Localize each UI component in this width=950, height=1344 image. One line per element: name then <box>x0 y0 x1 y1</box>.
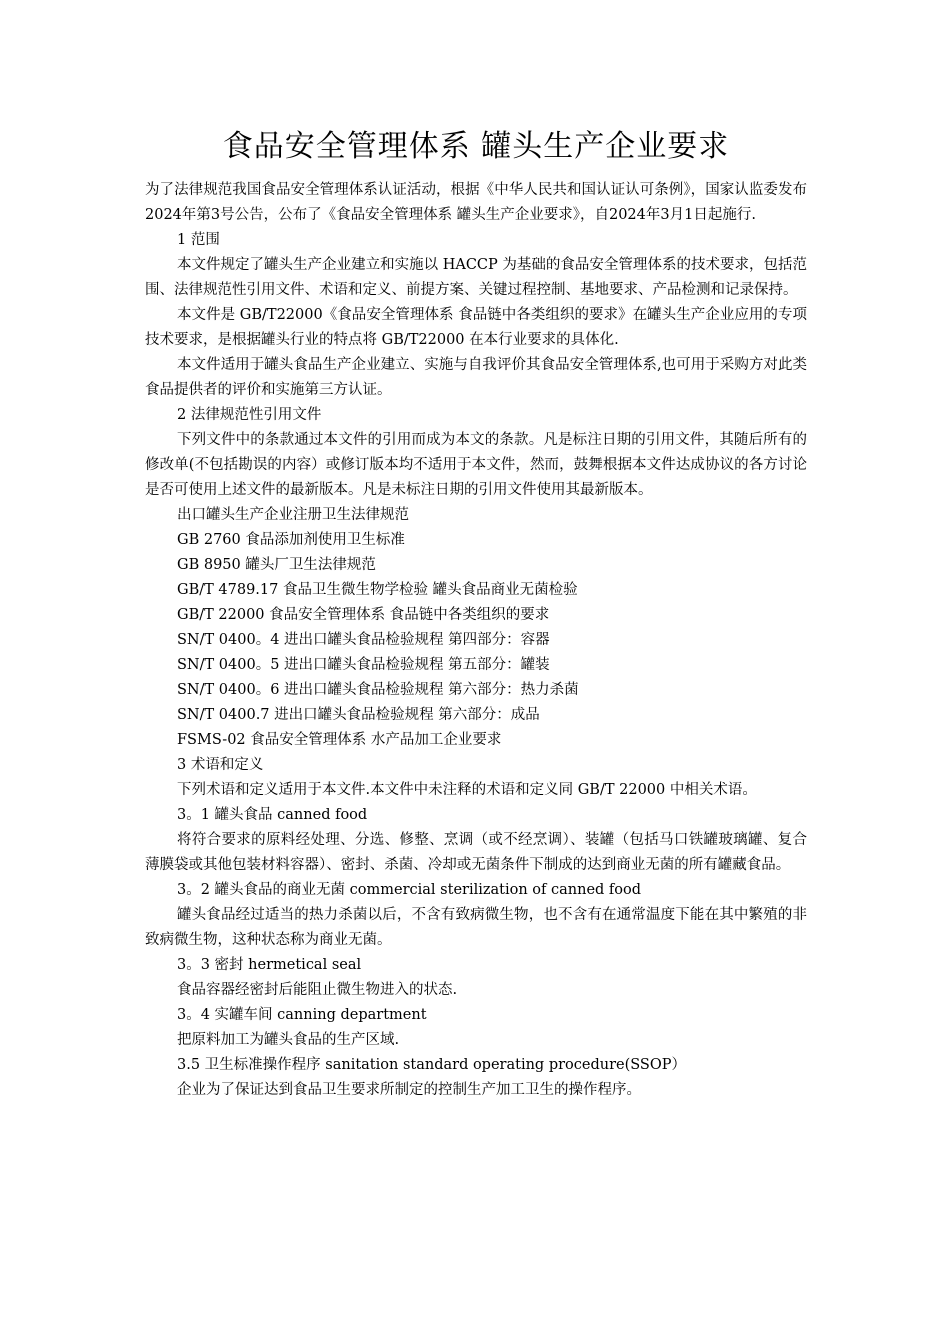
reference-item: GB/T 4789.17 食品卫生微生物学检验 罐头食品商业无菌检验 <box>177 582 578 598</box>
term-heading: 3。2 罐头食品的商业无菌 commercial sterilization of canned food <box>177 882 642 898</box>
section-1-paragraph-2: 本文件是 GB/T22000《食品安全管理体系 食品链中各类组织的要求》在罐头生产企业应用的专项技术要求，是根据罐头行业的特点将 GB/T22000 在本行业要求的具体化. <box>145 307 807 348</box>
document-title: 食品安全管理体系 罐头生产企业要求 <box>222 129 730 164</box>
reference-item: FSMS-02 食品安全管理体系 水产品加工企业要求 <box>177 732 502 748</box>
term-definition: 罐头食品经过适当的热力杀菌以后，不含有致病微生物，也不含有在通常温度下能在其中繁殖的非致病微生物，这种状态称为商业无菌。 <box>145 907 807 948</box>
section-3-paragraph: 下列术语和定义适用于本文件.本文件中未注释的术语和定义同 GB/T 22000 中相关术语。 <box>177 782 757 798</box>
term-heading: 3.5 卫生标准操作程序 sanitation standard operating procedure(SSOP） <box>177 1057 687 1073</box>
term-definition: 食品容器经密封后能阻止微生物进入的状态. <box>177 982 458 998</box>
intro-paragraph: 为了法律规范我国食品安全管理体系认证活动，根据《中华人民共和国认证认可条例》，国家认监委发布2024年第3号公告，公布了《食品安全管理体系 罐头生产企业要求》，自2024年3月1日起施行. <box>145 182 807 223</box>
reference-item: SN/T 0400。4 进出口罐头食品检验规程 第四部分：容器 <box>177 632 550 648</box>
reference-item: SN/T 0400。5 进出口罐头食品检验规程 第五部分：罐装 <box>177 657 550 673</box>
term-heading: 3。1 罐头食品 canned food <box>177 807 368 823</box>
section-1-paragraph-1: 本文件规定了罐头生产企业建立和实施以 HACCP 为基础的食品安全管理体系的技术要求，包括范围、法律规范性引用文件、术语和定义、前提方案、关键过程控制、基地要求、产品检测和记录保持。 <box>145 257 807 298</box>
section-2-paragraph: 下列文件中的条款通过本文件的引用而成为本文的条款。凡是标注日期的引用文件，其随后所有的修改单(不包括勘误的内容）或修订版本均不适用于本文件，然而，鼓舞根据本文件达成协议的各方讨论是否可使用上述文件的最新版本。凡是未标注日期的引用文件使用其最新版本。 <box>145 432 807 498</box>
term-heading: 3。3 密封 hermetical seal <box>177 957 362 973</box>
document-page <box>145 0 807 1103</box>
term-definition: 将符合要求的原料经处理、分选、修整、烹调（或不经烹调）、装罐（包括马口铁罐玻璃罐、复合薄膜袋或其他包装材料容器）、密封、杀菌、冷却或无菌条件下制成的达到商业无菌的所有罐藏食品。 <box>145 832 807 873</box>
section-1-heading: 1 范围 <box>177 232 220 248</box>
section-1-paragraph-3: 本文件适用于罐头食品生产企业建立、实施与自我评价其食品安全管理体系,也可用于采购方对此类食品提供者的评价和实施第三方认证。 <box>145 357 807 398</box>
term-definition: 把原料加工为罐头食品的生产区域. <box>177 1032 400 1048</box>
reference-item: GB/T 22000 食品安全管理体系 食品链中各类组织的要求 <box>177 607 550 623</box>
section-3-heading: 3 术语和定义 <box>177 757 264 773</box>
term-definition: 企业为了保证达到食品卫生要求所制定的控制生产加工卫生的操作程序。 <box>177 1082 641 1098</box>
reference-item: GB 2760 食品添加剂使用卫生标准 <box>177 532 405 548</box>
term-heading: 3。4 实罐车间 canning department <box>177 1007 427 1023</box>
reference-item: 出口罐头生产企业注册卫生法律规范 <box>177 507 409 523</box>
section-2-heading: 2 法律规范性引用文件 <box>177 407 322 423</box>
reference-item: SN/T 0400.7 进出口罐头食品检验规程 第六部分：成品 <box>177 707 540 723</box>
reference-item: SN/T 0400。6 进出口罐头食品检验规程 第六部分：热力杀菌 <box>177 682 579 698</box>
reference-item: GB 8950 罐头厂卫生法律规范 <box>177 557 376 573</box>
